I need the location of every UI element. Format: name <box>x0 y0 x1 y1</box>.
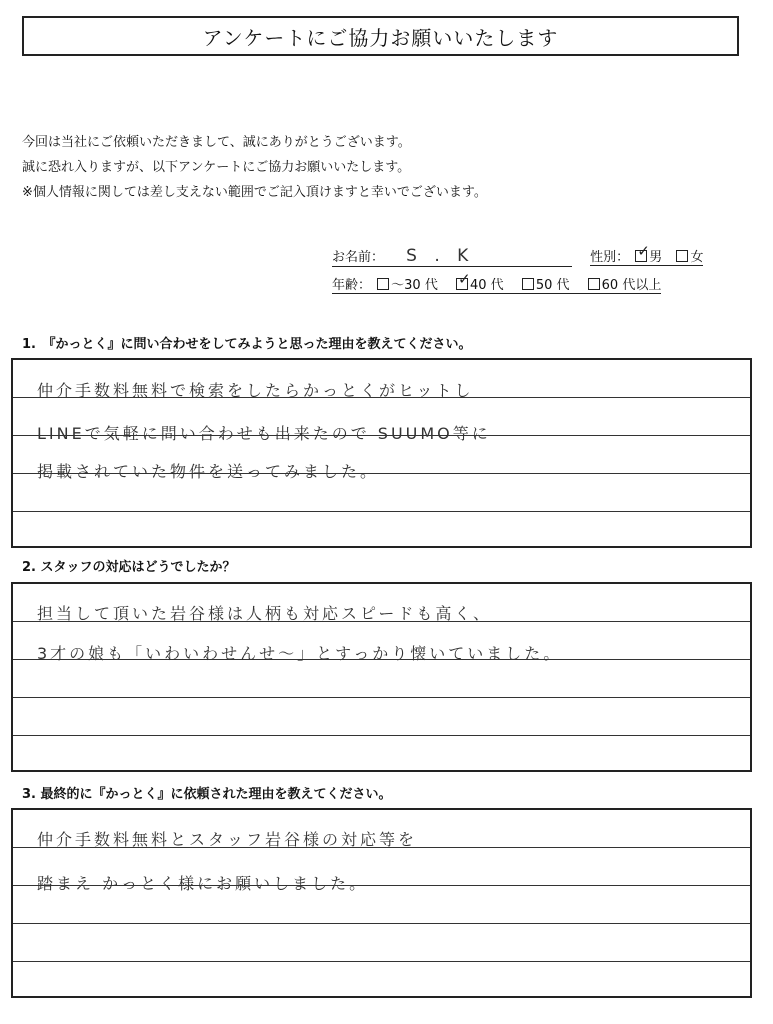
age-40s-label: 40 代 <box>469 278 504 293</box>
gender-female-label: 女 <box>690 250 704 265</box>
answer-line: 担当して頂いた岩谷様は人柄も対応スピードも高く、 <box>37 604 493 623</box>
age-label: 年齢： <box>332 278 372 293</box>
question-1-label: 1. 『かっとく』に問い合わせをしてみようと思った理由を教えてください。 <box>22 337 472 352</box>
answer-line: 仲介手数料無料で検索をしたらかっとくがヒットし <box>37 381 474 400</box>
gender-field <box>590 246 703 266</box>
gender-male-label: 男 <box>649 250 663 265</box>
ruled-line <box>13 511 750 512</box>
ruled-line <box>13 735 750 736</box>
intro-text <box>22 130 487 205</box>
age-50s-label: 50 代 <box>535 278 570 293</box>
form-title: アンケートにご協力お願いいたします <box>22 16 739 56</box>
question-3-answer-box[interactable] <box>11 808 752 998</box>
gender-label: 性別： <box>590 250 630 265</box>
answer-line: LINEで気軽に問い合わせも出来たので SUUMO等に <box>37 424 491 443</box>
question-3-label: 3. 最終的に『かっとく』に依頼された理由を教えてください。 <box>22 787 392 802</box>
intro-line: 今回は当社にご依頼いただきまして、誠にありがとうございます。 <box>22 135 411 150</box>
age-field <box>332 274 661 294</box>
intro-line: 誠に恐れ入りますが、以下アンケートにご協力お願いいたします。 <box>22 160 411 175</box>
answer-line: 掲載されていた物件を送ってみました。 <box>37 462 380 481</box>
name-value: S . K <box>406 246 475 266</box>
name-field[interactable] <box>332 246 572 267</box>
age-row <box>332 274 732 302</box>
answer-line: 3才の娘も「いわいわせんせ～」とすっかり懐いていました。 <box>37 644 563 663</box>
respondent-info <box>332 246 732 302</box>
age-under30-checkbox[interactable] <box>377 278 389 290</box>
gender-female-checkbox[interactable] <box>676 250 688 262</box>
ruled-line <box>13 697 750 698</box>
gender-male-checkbox[interactable] <box>635 250 647 262</box>
ruled-line <box>13 923 750 924</box>
age-60plus-label: 60 代以上 <box>601 278 662 293</box>
question-2-label: 2. スタッフの対応はどうでしたか？ <box>22 560 236 575</box>
age-under30-label: ～30 代 <box>391 278 438 293</box>
answer-line: 仲介手数料無料とスタッフ岩谷様の対応等を <box>37 830 418 849</box>
name-gender-row <box>332 246 732 274</box>
question-2-answer-box[interactable] <box>11 582 752 772</box>
name-label: お名前： <box>332 250 385 265</box>
question-1-answer-box[interactable] <box>11 358 752 548</box>
age-50s-checkbox[interactable] <box>522 278 534 290</box>
answer-line: 踏まえ かっとく様にお願いしました。 <box>37 874 369 893</box>
intro-line: ※個人情報に関しては差し支えない範囲でご記入頂けますと幸いでございます。 <box>22 185 487 200</box>
age-60plus-checkbox[interactable] <box>588 278 600 290</box>
age-40s-checkbox[interactable] <box>456 278 468 290</box>
ruled-line <box>13 961 750 962</box>
